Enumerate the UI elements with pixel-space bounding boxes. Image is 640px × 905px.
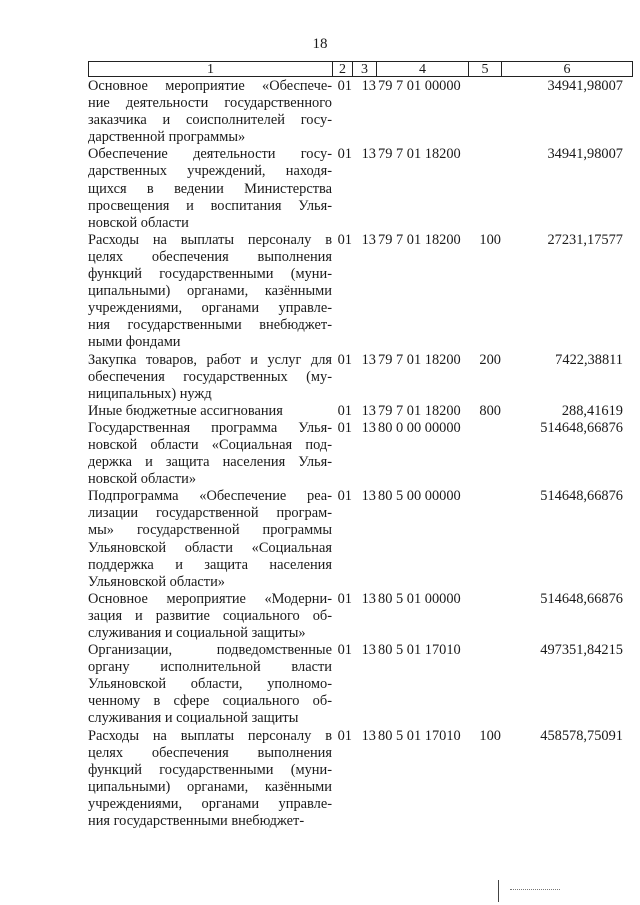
row-name: [88, 420, 332, 488]
code-target: 80 5 00 00000: [378, 488, 461, 505]
table-body: [88, 77, 633, 830]
amount: 34941,98007: [547, 146, 623, 163]
row-name-line: ципальными) органами, казёнными: [88, 283, 332, 300]
row-name-line: органу исполнительной власти: [88, 659, 332, 676]
code-expense-type: 800: [479, 402, 501, 419]
row-name-line: целях обеспечения выполнения: [88, 248, 332, 265]
row-name-line: функций государственными (муни-: [88, 266, 332, 283]
code-expense-type: [468, 642, 501, 727]
row-name-line: целях обеспечения выполнения: [88, 744, 332, 761]
code-section: 01: [337, 642, 352, 659]
code-section: 01: [337, 419, 352, 436]
code-target: 79 7 01 18200: [378, 351, 461, 368]
scan-margin-mark: [498, 880, 499, 902]
row-name-line: учреждениями, органами управле-: [88, 300, 332, 317]
code-expense-type: 200: [479, 351, 501, 368]
code-subsection: 13: [361, 351, 376, 368]
row-name-line: мы» государственной программы: [88, 522, 332, 539]
row-name: [88, 642, 332, 727]
header-col-4: 4: [377, 62, 469, 76]
code-expense-type: [468, 78, 501, 146]
row-name-line: Расходы на выплаты персоналу в: [88, 231, 332, 248]
amount: 34941,98007: [547, 78, 623, 94]
code-section: 01: [337, 402, 352, 419]
row-name: [88, 403, 332, 420]
header-col-1: 1: [89, 62, 333, 76]
page-number: 18: [312, 36, 328, 52]
amount: 514648,66876: [540, 590, 623, 607]
row-name-line: лизации государственной програм-: [88, 505, 332, 522]
row-name-line: служивания и социальной защиты»: [88, 625, 306, 641]
row-name-line: Государственная программа Улья-: [88, 419, 332, 436]
row-name-line: Закупка товаров, работ и услуг для: [88, 351, 332, 368]
row-name-line: новской области»: [88, 471, 197, 488]
row-name-line: новской области «Социальная под-: [88, 436, 332, 453]
row-name-line: ния государственными внебюджет-: [88, 317, 332, 334]
amount: 497351,84215: [540, 642, 623, 659]
row-name-line: ченному в сфере социального об-: [88, 693, 332, 710]
row-name: [88, 146, 332, 231]
table-row: [88, 403, 633, 420]
row-name-line: учреждениями, органами управле-: [88, 795, 332, 812]
amount: 458578,75091: [540, 727, 623, 744]
row-name-line: обеспечения государственных (му-: [88, 368, 332, 385]
amount: 514648,66876: [540, 488, 623, 505]
code-target: 79 7 01 18200: [378, 402, 461, 419]
row-name-line: Организации, подведомственные: [88, 642, 332, 659]
code-expense-type: [468, 591, 501, 642]
code-target: 79 7 01 18200: [378, 146, 461, 163]
code-section: 01: [337, 727, 352, 744]
row-name: [88, 352, 332, 403]
table-row: [88, 146, 633, 231]
amount: 7422,38811: [555, 351, 623, 368]
header-col-5: 5: [469, 62, 502, 76]
code-expense-type: [468, 146, 501, 231]
amount: 514648,66876: [540, 419, 623, 436]
code-section: 01: [337, 231, 352, 248]
code-section: 01: [337, 351, 352, 368]
code-subsection: 13: [361, 488, 376, 505]
code-section: 01: [337, 488, 352, 505]
row-name-line: держка и защита населения Улья-: [88, 454, 332, 471]
row-name-line: Основное мероприятие «Обеспече-: [88, 78, 332, 94]
row-name: [88, 591, 332, 642]
row-name-line: щихся в ведении Министерства: [88, 180, 332, 197]
code-expense-type: [468, 488, 501, 591]
budget-table: [88, 61, 633, 830]
amount: 288,41619: [561, 402, 623, 419]
table-header-row: [88, 61, 633, 77]
table-row: [88, 642, 633, 727]
code-subsection: 13: [361, 590, 376, 607]
header-col-3: 3: [353, 62, 377, 76]
row-name-line: служивания и социальной защиты: [88, 710, 299, 727]
row-name-line: Основное мероприятие «Модерни-: [88, 590, 332, 607]
row-name-line: ными фондами: [88, 334, 181, 351]
row-name-line: функций государственными (муни-: [88, 761, 332, 778]
row-name-line: ципальными) органами, казёнными: [88, 778, 332, 795]
code-target: 79 7 01 18200: [378, 231, 461, 248]
table-row: [88, 352, 633, 403]
code-target: 80 0 00 00000: [378, 419, 461, 436]
code-expense-type: 100: [479, 727, 501, 744]
code-expense-type: [468, 420, 501, 488]
header-col-2: 2: [333, 62, 353, 76]
table-row: [88, 78, 633, 146]
amount: 27231,17577: [547, 231, 623, 248]
row-name: [88, 728, 332, 831]
scan-margin-dots: [510, 889, 560, 891]
code-subsection: 13: [361, 231, 376, 248]
code-target: 80 5 01 00000: [378, 590, 461, 607]
table-row: [88, 488, 633, 591]
row-name-line: заказчика и соисполнителей госу-: [88, 112, 332, 129]
row-name-line: дарственных учреждений, находя-: [88, 163, 332, 180]
row-name-line: Обеспечение деятельности госу-: [88, 146, 332, 163]
table-row: [88, 728, 633, 831]
row-name-line: ние деятельности государственного: [88, 95, 332, 112]
row-name-line: Ульяновской области»: [88, 573, 225, 590]
code-subsection: 13: [361, 727, 376, 744]
row-name-line: Подпрограмма «Обеспечение реа-: [88, 488, 332, 505]
code-target: 80 5 01 17010: [378, 642, 461, 659]
header-col-6: 6: [563, 62, 571, 77]
row-name-line: зация и развитие социального об-: [88, 607, 332, 624]
row-name-line: поддержка и защита населения: [88, 556, 332, 573]
row-name-line: ниципальных) нужд: [88, 385, 212, 402]
row-name-line: новской области: [88, 214, 189, 231]
row-name-line: Расходы на выплаты персоналу в: [88, 727, 332, 744]
row-name-line: ния государственными внебюджет-: [88, 813, 305, 830]
row-name-line: Ульяновской области, уполномо-: [88, 676, 332, 693]
row-name-line: просвещения и воспитания Улья-: [88, 197, 332, 214]
code-section: 01: [337, 590, 352, 607]
table-row: [88, 232, 633, 352]
code-expense-type: 100: [479, 231, 501, 248]
code-section: 01: [337, 78, 352, 94]
row-name: [88, 232, 332, 352]
row-name-line: Иные бюджетные ассигнования: [88, 402, 283, 419]
row-name: [88, 78, 332, 146]
row-name-line: дарственной программы»: [88, 129, 246, 146]
code-section: 01: [337, 146, 352, 163]
table-row: [88, 420, 633, 488]
table-row: [88, 591, 633, 642]
code-subsection: 13: [361, 146, 376, 163]
row-name-line: Ульяновской области «Социальная: [88, 539, 332, 556]
row-name: [88, 488, 332, 591]
code-subsection: 13: [361, 78, 376, 94]
code-target: 79 7 01 00000: [378, 78, 461, 94]
code-target: 80 5 01 17010: [378, 727, 461, 744]
code-subsection: 13: [361, 402, 376, 419]
code-subsection: 13: [361, 419, 376, 436]
code-subsection: 13: [361, 642, 376, 659]
